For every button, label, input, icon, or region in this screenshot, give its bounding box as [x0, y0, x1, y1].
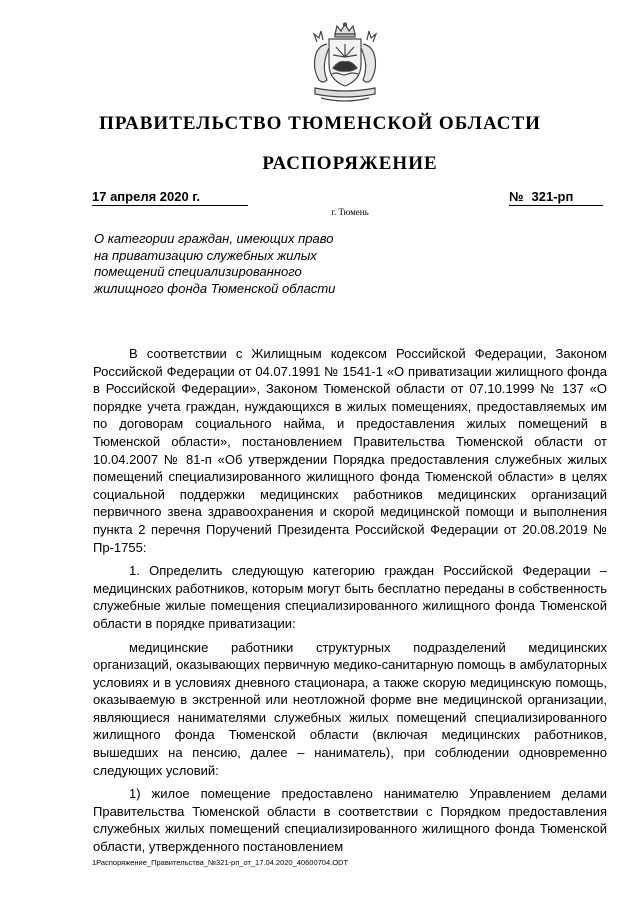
preamble-paragraph: В соответствии с Жилищным кодексом Российской Федерации, Законом Российской Федерации от 04.07.1991 № 1541-1 «О приватизации жилищного фонда в Российской Федерации», Законом Тюменской области от 07.10.1999 № 137 «О порядке учета граждан, нуждающихся в жилых помещениях, предоставляемых им по договорам социального найма, и предоставления жилых помещений в Тюменской области», постановлением Правительства Тюменской области от 10.04.2007 № 81-п «Об утверждении Порядка предоставления служебных жилых помещений специализированного жилищного фонда Тюменской области» в целях социальной поддержки медицинских работников медицинских организаций первичного звена здравоохранения и скорой медицинской помощи и выполнения пункта 2 перечня Поручений Президента Российской Федерации от 20.08.2019 № Пр-1755:	[93, 346, 607, 555]
coat-of-arms-icon	[305, 22, 385, 108]
document-subject	[94, 231, 384, 297]
item-1-paragraph: 1. Определить следующую категорию граждан Российской Федерации – медицинских работников, которым могут быть бесплатно переданы в собственность служебные жилые помещения специализированного жилищного фонда Тюменской области в порядке приватизации:	[93, 563, 607, 631]
city: г. Тюмень	[331, 207, 369, 217]
condition-1-paragraph: 1) жилое помещение предоставлено нанимателю Управлением делами Правительства Тюменской области в соответствии с Порядком предоставления служебных жилых помещений специализированного жилищного фонда Тюменской области, утвержденного постановлением	[93, 786, 607, 855]
category-paragraph: медицинские работники структурных подразделений медицинских организаций, оказывающих первичную медико-санитарную помощь в амбулаторных условиях и в условиях дневного стационара, а также скорую медицинскую помощь, оказываемую в экстренной или неотложной форме вне медицинской организации, являющиеся нанимателями служебных жилых помещений специализированного жилищного фонда Тюменской области (включая медицинских работников, вышедших на пенсию, далее – наниматель), при соблюдении одновременно следующих условий:	[93, 639, 607, 778]
document-date: 17 апреля 2020 г.	[92, 189, 248, 206]
document-body	[93, 345, 607, 862]
government-title: ПРАВИТЕЛЬСТВО ТЮМЕНСКОЙ ОБЛАСТИ	[99, 113, 541, 134]
number-sign: №	[509, 189, 524, 204]
number-value: 321-рп	[531, 189, 574, 204]
footer-filename: 1Распоряжение_Правительства_№321-рп_от_17.04.2020_40600704.ODT	[92, 858, 349, 867]
subject-line: О категории граждан, имеющих право	[94, 231, 334, 246]
subject-line: помещений специализированного	[94, 264, 302, 279]
document-number	[509, 189, 603, 206]
subject-line: жилищного фонда Тюменской области	[94, 280, 336, 296]
subject-line: на приватизацию служебных жилых	[94, 247, 317, 263]
document-type: РАСПОРЯЖЕНИЕ	[262, 153, 438, 174]
